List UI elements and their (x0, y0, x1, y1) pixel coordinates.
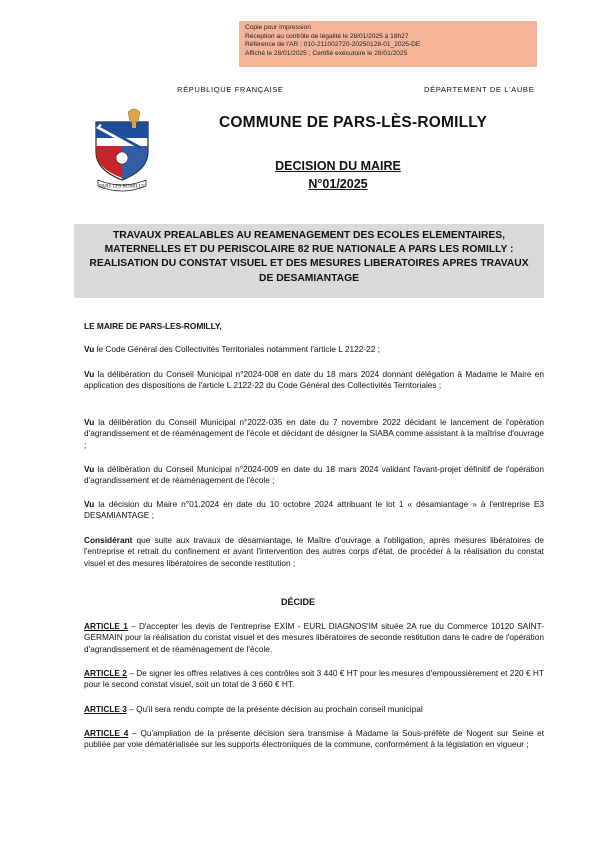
mayor-heading: LE MAIRE DE PARS-LES-ROMILLY, (84, 321, 222, 331)
vu-text: la délibération du Conseil Municipal n°2024-008 en date du 18 mars 2024 donnant délégation à Madame le Maire en application des dispositions de l'article L 2122-22 du Code Général des Collectivités Territoriales ; (84, 369, 544, 391)
prefecture-stamp (239, 21, 537, 67)
vu-paragraph (84, 344, 544, 355)
article-3 (84, 704, 544, 715)
article-text: – De signer les offres relatives à ces contrôles soit 3 440 € HT pour les mesures d'empoussièrement et 220 € HT pour le second constat visuel, soit un total de 3 660 € HT. (84, 668, 544, 690)
stamp-line: Réception au contrôle de légalité le 28/01/2025 à 18h27 (245, 32, 409, 40)
decision-number: N°01/2025 (308, 177, 368, 191)
vu-label: Vu (84, 417, 95, 427)
decide-heading: DÉCIDE (280, 597, 315, 607)
considerant-label: Considérant (84, 535, 133, 545)
header-republic: RÉPUBLIQUE FRANÇAISE (177, 85, 284, 94)
considerant-paragraph (84, 535, 544, 569)
vu-text: le Code Général des Collectivités Territoriales notamment l'article L 2122-22 ; (94, 344, 380, 354)
vu-label: Vu (84, 499, 95, 509)
article-2 (84, 668, 544, 691)
article-4 (84, 728, 544, 751)
header-department: DÉPARTEMENT DE L'AUBE (424, 85, 535, 94)
stamp-line: Copie pour impression (245, 24, 311, 31)
article-1 (84, 621, 544, 655)
article-text: – Qu'il sera rendu compte de la présente décision au prochain conseil municipal (126, 704, 423, 714)
vu-label: Vu (84, 464, 95, 474)
vu-paragraph (84, 369, 544, 392)
article-text: – Qu'ampliation de la présente décision sera transmise à Madame la Sous-préfète de Nogent sur Seine et publiée par voie dématérialisée sur les supports électroniques de la commune, conformément à la législation en vigueur ; (84, 728, 545, 750)
vu-paragraph (84, 417, 544, 451)
vu-text: la délibération du Conseil Municipal n°2022-035 en date du 7 novembre 2022 décidant le lancement de l'opération d'agrandissement et de réaménagement de l'école et décidant de désigner la SIABA comme assistant à la maîtrise d'ouvrage ; (84, 417, 544, 450)
article-label: ARTICLE 2 (84, 668, 127, 678)
decision-title: DECISION DU MAIRE (275, 159, 401, 173)
crest-caption: PARS LES ROMILLY (99, 184, 145, 190)
subject-box: TRAVAUX PREALABLES AU REAMENAGEMENT DES ECOLES ELEMENTAIRES, MATERNELLES ET DU PERISCOLAIRE 82 RUE NATIONALE A PARS LES ROMILLY : REALISATION DU CONSTAT VISUEL ET DES MESURES LIBERATOIRES APRES TRAVAUX DE DESAMIANTAGE (74, 224, 544, 298)
vu-text: la délibération du Conseil Municipal n°2024-009 en date du 18 mars 2024 validant l'avant-projet définitif de l'opération d'agrandissement et de réaménagement de l'école ; (84, 464, 544, 486)
article-label: ARTICLE 3 (84, 704, 127, 714)
stamp-line: Affiché le 28/01/2025 ; Certifié exécutoire le 28/01/2025 (245, 49, 408, 57)
vu-label: Vu (84, 344, 95, 354)
decision-title-block (0, 157, 596, 193)
vu-paragraph (84, 499, 544, 522)
vu-paragraph (84, 464, 544, 487)
article-label: ARTICLE 4 (84, 728, 129, 738)
considerant-text: que suite aux travaux de désamiantage, le Maître d'ouvrage a l'obligation, après mesures libératoires de l'entreprise et retrait du confinement et avant l'intervention des autres corps d'état, de procéder à la réalisation du constat visuel et des mesures libératoires de seconde restitution ; (84, 535, 544, 568)
commune-title: COMMUNE DE PARS-LÈS-ROMILLY (219, 114, 488, 131)
article-text: – D'accepter les devis de l'entreprise EXIM - EURL DIAGNOS'IM située 2A rue du Commerce 10120 SAINT-GERMAIN pour la réalisation du constat visuel et des mesures libératoires de seconde restitution dans le cadre de l'opération d'agrandissement et de réaménagement de l'école. (84, 621, 545, 654)
vu-label: Vu (84, 369, 95, 379)
vu-text: la décision du Maire n°01.2024 en date du 10 octobre 2024 attribuant le lot 1 « désamiantage » à l'entreprise E3 DESAMIANTAGE ; (84, 499, 544, 521)
article-label: ARTICLE 1 (84, 621, 128, 631)
stamp-line: Référence de l'AR : 010-211002720-20250128-01_2025-DE (245, 41, 421, 49)
